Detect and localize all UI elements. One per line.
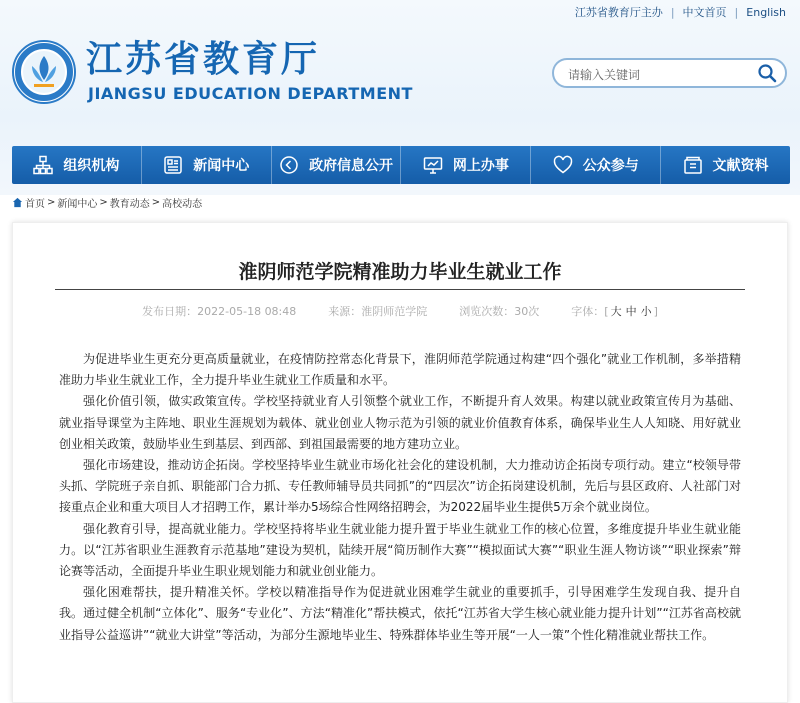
article-title: 淮阴师范学院精准助力毕业生就业工作 bbox=[238, 261, 562, 283]
nav-label: 文献资料 bbox=[712, 158, 769, 174]
article-source: 来源：淮阴师范学院 bbox=[328, 305, 428, 318]
host-text: 江苏省教育厅主办 bbox=[574, 6, 663, 19]
breadcrumb bbox=[12, 195, 202, 210]
title-divider bbox=[55, 289, 745, 290]
online-service-icon bbox=[423, 155, 443, 175]
main-navigation bbox=[12, 146, 790, 184]
font-size-medium-button[interactable]: 中 bbox=[625, 305, 637, 318]
search-icon[interactable] bbox=[757, 63, 777, 83]
article-paragraph: 为促进毕业生更充分更高质量就业，在疫情防控常态化背景下，淮阴师范学院通过构建“四个强化”就业工作机制，多举措精准助力毕业生就业工作，全力提升毕业生就业工作质量和水平。 bbox=[59, 352, 741, 388]
nav-label: 网上办事 bbox=[452, 158, 509, 174]
heart-icon bbox=[553, 155, 573, 175]
nav-item-archives[interactable] bbox=[661, 146, 790, 184]
font-size-small-button[interactable]: 小 bbox=[640, 305, 652, 318]
nav-label: 组织机构 bbox=[63, 158, 120, 174]
breadcrumb-separator: > bbox=[99, 197, 108, 208]
nav-label: 新闻中心 bbox=[193, 158, 250, 174]
top-utility-bar bbox=[575, 4, 786, 20]
english-link[interactable]: English bbox=[746, 5, 786, 19]
site-title-english: JIANGSU EDUCATION DEPARTMENT bbox=[88, 84, 413, 103]
article-paragraph: 强化教育引导，提高就业能力。学校坚持将毕业生就业能力提升置于毕业生就业工作的核心位置，多维度提升毕业生就业能力。以“江苏省职业生涯教育示范基地”建设为契机，陆续开展“简历制作大赛”“模拟面试大赛”“职业生涯人物访谈”“职业探索”辩论赛等活动，全面提升毕业生职业规划能力和就业创业能力。 bbox=[59, 521, 741, 579]
site-logo-emblem bbox=[12, 40, 76, 104]
breadcrumb-separator: > bbox=[151, 197, 161, 208]
search-input[interactable] bbox=[566, 65, 755, 85]
nav-item-organization[interactable] bbox=[12, 146, 142, 184]
nav-item-info-disclosure[interactable] bbox=[272, 146, 402, 184]
breadcrumb-separator: > bbox=[47, 197, 56, 208]
nav-label: 公众参与 bbox=[582, 158, 639, 174]
article-paragraph: 强化价值引领，做实政策宣传。学校坚持就业育人引领整个就业工作，不断提升育人效果。构建以就业政策宣传月为基础、就业指导课堂为主阵地、职业生涯规划为载体、就业创业人物示范为引领的就业价值教育体系，确保毕业生人人知晓、用好就业创业相关政策，鼓励毕业生到基层、到西部、到祖国最需要的地方建功立业。 bbox=[59, 394, 741, 451]
nav-item-online-service[interactable] bbox=[401, 146, 531, 184]
font-size-label: 字体： bbox=[571, 305, 605, 318]
org-chart-icon bbox=[33, 155, 53, 175]
chinese-home-link[interactable]: 中文首页 bbox=[682, 6, 727, 19]
publish-date: 发布日期：2022-05-18 08:48 bbox=[142, 305, 297, 318]
search-box bbox=[552, 58, 787, 88]
article-meta bbox=[13, 303, 787, 319]
view-count: 浏览次数：30次 bbox=[459, 305, 540, 318]
breadcrumb-home[interactable]: 首页 bbox=[25, 199, 45, 210]
site-title-chinese: 江苏省教育厅 bbox=[86, 39, 321, 80]
nav-item-news[interactable] bbox=[142, 146, 272, 184]
archive-icon bbox=[683, 155, 703, 175]
info-disclosure-icon bbox=[279, 155, 299, 175]
breadcrumb-education-news[interactable]: 教育动态 bbox=[109, 199, 150, 210]
breadcrumb-news-center[interactable]: 新闻中心 bbox=[57, 199, 98, 210]
nav-label: 政府信息公开 bbox=[309, 158, 394, 174]
font-size-control: 字体：[ 大 中 小 ] bbox=[571, 305, 658, 318]
divider: | bbox=[734, 5, 739, 19]
article-paragraph: 强化困难帮扶，提升精准关怀。学校以精准指导作为促进就业困难学生就业的重要抓手，引导困难学生发现自我、提升自我。通过健全机制“立体化”、服务“专业化”、方法“精准化”帮扶模式，依托“江苏省大学生核心就业能力提升计划”“江苏省高校就业指导公益巡讲”“就业大讲堂”等活动，为部分生源地毕业生、特殊群体毕业生等开展“一人一策”个性化精准就业帮扶工作。 bbox=[59, 585, 741, 642]
home-icon bbox=[12, 197, 23, 208]
breadcrumb-university-news[interactable]: 高校动态 bbox=[162, 199, 203, 210]
font-size-large-button[interactable]: 大 bbox=[610, 305, 622, 318]
nav-item-public-participation[interactable] bbox=[531, 146, 661, 184]
article-paragraph: 强化市场建设，推动访企拓岗。学校坚持毕业生就业市场化社会化的建设机制，大力推动访企拓岗专项行动。建立“校领导带头抓、学院班子亲自抓、职能部门合力抓、专任教师辅导员共同抓”的“四层次”访企拓岗建设机制，先后与县区政府、人社部门对接重点企业和重大项目人才招聘工作，累计举办5场综合性网络招聘会，为2022届毕业生提供5万余个就业岗位。 bbox=[59, 458, 741, 515]
article-container bbox=[12, 222, 788, 703]
article-body bbox=[59, 349, 741, 646]
news-icon bbox=[163, 155, 183, 175]
divider: | bbox=[670, 5, 675, 19]
